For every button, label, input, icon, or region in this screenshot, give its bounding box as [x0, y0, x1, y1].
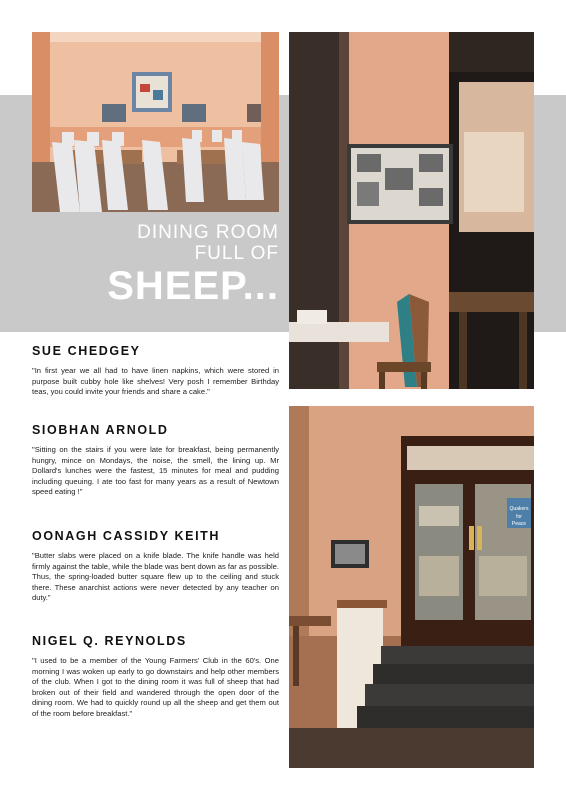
article-title	[32, 222, 279, 308]
staircase-doors-photo	[289, 406, 534, 768]
testimonial-quote: "Sitting on the stairs if you were late for breakfast, being permanently hungry, mince on Mondays, the noise, the smell, the lining up. Mr Dollard's lunches were the fastest, 15 minutes for meal and pudding including queuing. I ate too fast for many years as a result of Newtown speed eating !"	[32, 445, 279, 497]
title-line-3: SHEEP...	[107, 264, 279, 308]
testimonial-name: SUE CHEDGEY	[32, 344, 141, 358]
dining-room-illustration	[32, 32, 279, 212]
testimonial-name: SIOBHAN ARNOLD	[32, 423, 169, 437]
testimonial	[32, 423, 279, 498]
dining-room-photo	[32, 32, 279, 212]
testimonial-name: NIGEL Q. REYNOLDS	[32, 634, 187, 648]
testimonial	[32, 344, 279, 398]
testimonial-name: OONAGH CASSIDY KEITH	[32, 529, 221, 543]
staircase-illustration	[289, 406, 534, 768]
svg-text:for: for	[516, 514, 522, 520]
testimonial	[32, 634, 279, 720]
testimonial	[32, 529, 279, 604]
testimonial-quote: "In first year we all had to have linen napkins, which were stored in purpose built cubby hole like shelves! Very posh I remember Birthday teas, you could invite your friends and share a cake."	[32, 366, 279, 397]
svg-text:Quakers: Quakers	[509, 506, 529, 512]
title-line-2: FULL OF	[194, 243, 279, 264]
testimonial-quote: "Butter slabs were placed on a knife blade. The knife handle was held firmly against the table, while the blade was bent down as far as possible. Thus, the spring-loaded butter square flew up to the ceiling and stuck there. These anarchist actions were never detected by any teacher on duty."	[32, 551, 279, 603]
corridor-noticeboard-photo	[289, 32, 534, 389]
title-line-1: DINING ROOM	[137, 222, 279, 243]
testimonial-quote: "I used to be a member of the Young Farmers' Club in the 60's. One morning I was woken up early to go downstairs and help other members of the club. When I got to the dining room it was full of sheep that had broken out of their field and wandered through the open door of the dining room. We had to quickly round up all the sheep and get them out of the room before breakfast."	[32, 656, 279, 718]
corridor-illustration	[289, 32, 534, 389]
svg-text:Peace: Peace	[511, 521, 527, 527]
